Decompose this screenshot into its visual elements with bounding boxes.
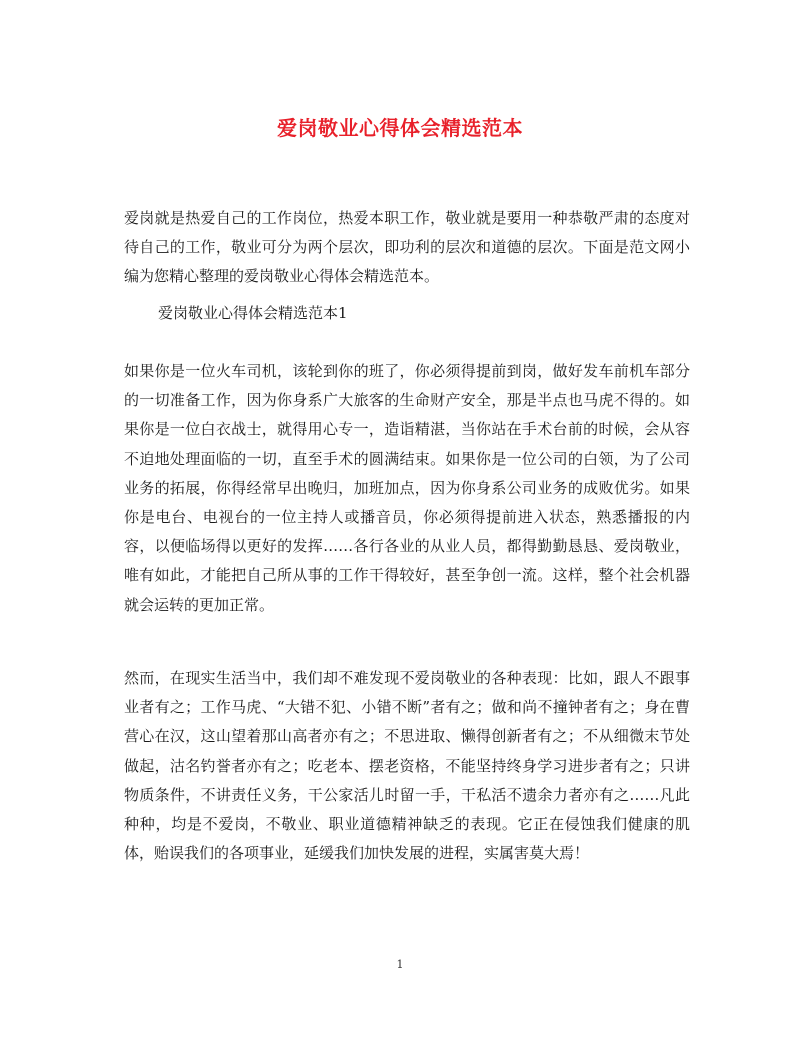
section-subheading: 爱岗敬业心得体会精选范本1 — [158, 304, 348, 322]
intro-paragraph: 爱岗就是热爱自己的工作岗位，热爱本职工作，敬业就是要用一种恭敬严肃的态度对待自己的工作，敬业可分为两个层次，即功利的层次和道德的层次。下面是范文网小编为您精心整理的爱岗敬业心得体会精选范本。 — [124, 209, 690, 286]
page-number: 1 — [396, 958, 404, 971]
body-paragraph-1: 如果你是一位火车司机，该轮到你的班了，你必须得提前到岗，做好发车前机车部分的一切准备工作，因为你身系广大旅客的生命财产安全，那是半点也马虎不得的。如果你是一位白衣战士，就得用心专一，造诣精湛，当你站在手术台前的时候，会从容不迫地处理面临的一切，直至手术的圆满结束。如果你是一位公司的白领，为了公司业务的拓展，你得经常早出晚归，加班加点，因为你身系公司业务的成败优劣。如果你是电台、电视台的一位主持人或播音员，你必须得提前进入状态，熟悉播报的内容，以便临场得以更好的发挥……各行各业的从业人员，都得勤勤恳恳、爱岗敬业，唯有如此，才能把自己所从事的工作干得较好，甚至争创一流。这样，整个社会机器就会运转的更加正常。 — [124, 362, 690, 614]
document-title: 爱岗敬业心得体会精选范本 — [277, 116, 523, 140]
body-paragraph-2: 然而，在现实生活当中，我们却不难发现不爱岗敬业的各种表现：比如，跟人不跟事业者有之；工作马虎、“大错不犯、小错不断”者有之；做和尚不撞钟者有之；身在曹营心在汉，这山望着那山高者亦有之；不思进取、懒得创新者有之；不从细微末节处做起，沽名钓誉者亦有之；吃老本、摆老资格，不能坚持终身学习进步者有之；只讲物质条件，不讲责任义务，干公家活儿时留一手，干私活不遗余力者亦有之……凡此种种，均是不爱岗，不敬业、职业道德精神缺乏的表现。它正在侵蚀我们健康的肌体，贻误我们的各项事业，延缓我们加快发展的进程，实属害莫大焉！ — [124, 669, 690, 863]
